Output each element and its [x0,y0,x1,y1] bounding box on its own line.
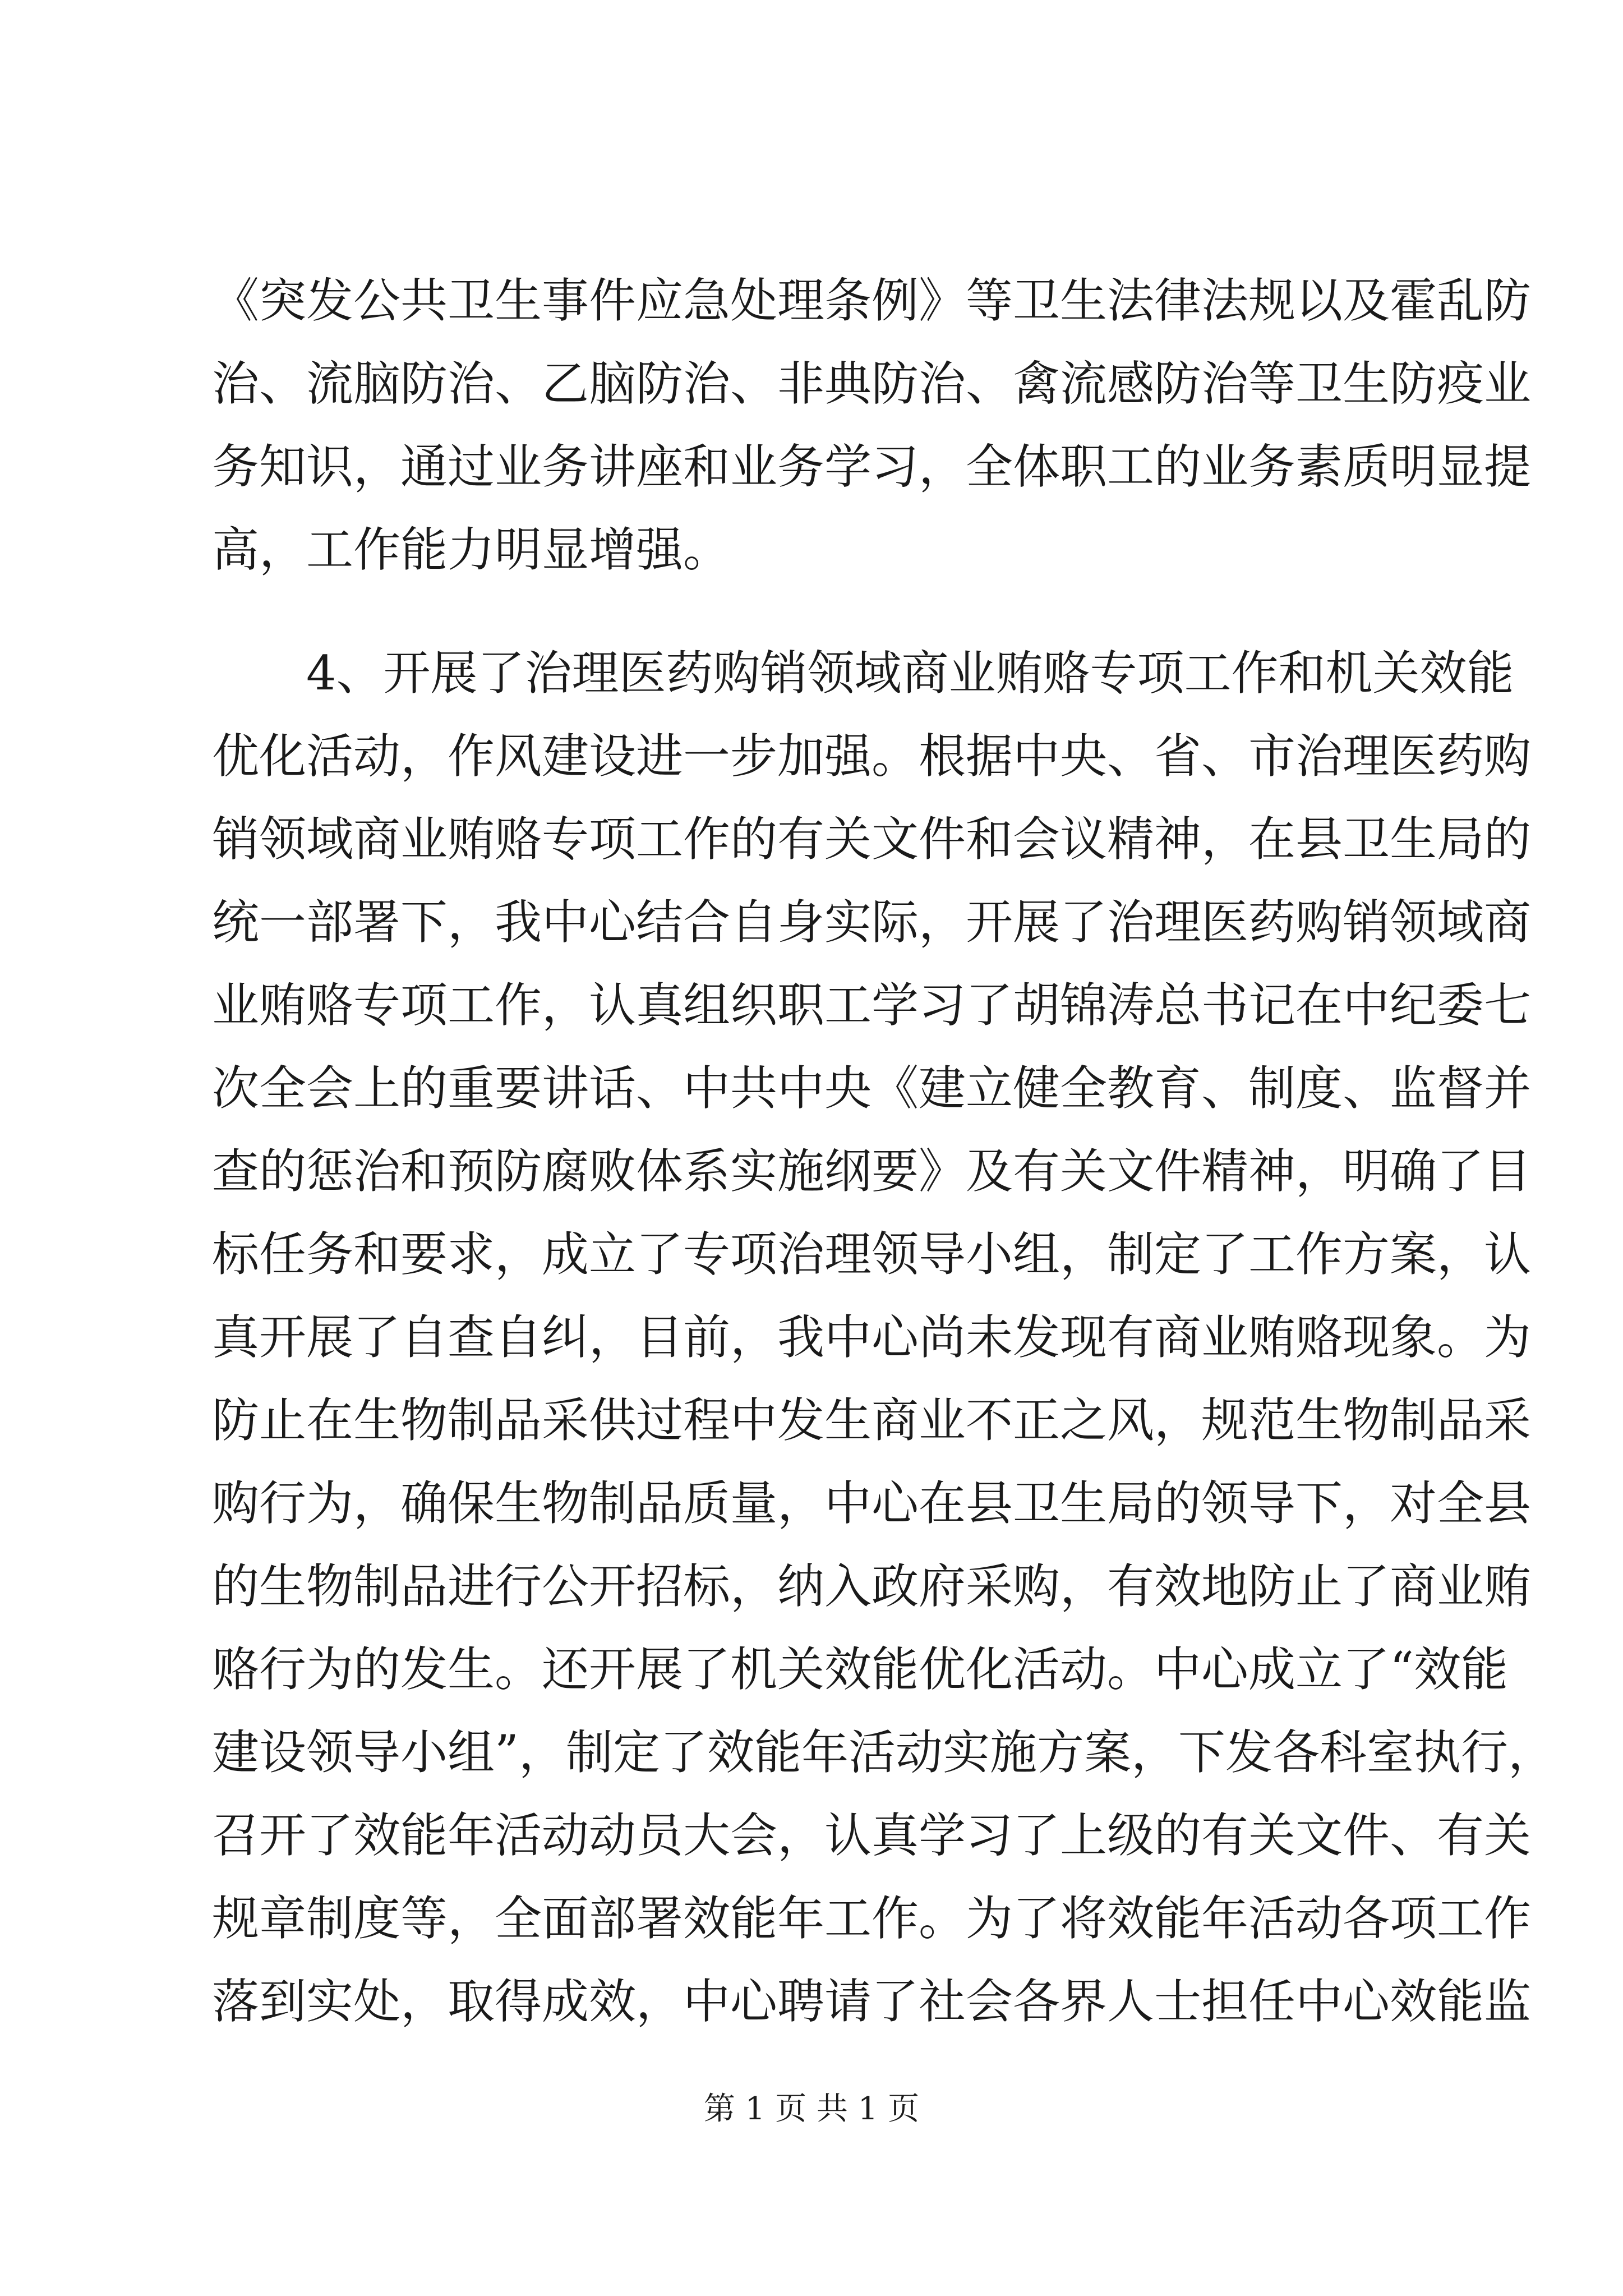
text-line: 购行为，确保生物制品质量，中心在县卫生局的领导下，对全县 [212,1476,1532,1531]
text-line: 《突发公共卫生事件应急处理条例》等卫生法律法规以及霍乱防 [212,273,1532,328]
text-line: 防止在生物制品采供过程中发生商业不正之风，规范生物制品采 [212,1393,1532,1448]
paragraph-4 [212,632,1555,2043]
text-line: 业贿赂专项工作，认真组织职工学习了胡锦涛总书记在中纪委七 [212,978,1532,1033]
text-line: 高，工作能力明显增强。 [212,522,731,577]
text-line: 落到实处，取得成效，中心聘请了社会各界人士担任中心效能监 [212,1974,1532,2029]
text-line: 的生物制品进行公开招标，纳入政府采购，有效地防止了商业贿 [212,1559,1532,1614]
text-line: 赂行为的发生。还开展了机关效能优化活动。中心成立了“效能 [212,1642,1508,1697]
text-line: 销领域商业贿赂专项工作的有关文件和会议精神，在县卫生局的 [212,812,1532,867]
text-line: 建设领导小组”，制定了效能年活动实施方案，下发各科室执行， [212,1725,1555,1780]
text-line: 4、开展了治理医药购销领域商业贿赂专项工作和机关效能 [306,646,1514,701]
text-line: 规章制度等，全面部署效能年工作。为了将效能年活动各项工作 [212,1891,1532,1946]
text-line: 召开了效能年活动动员大会，认真学习了上级的有关文件、有关 [212,1808,1532,1863]
page-footer [0,2087,1623,2132]
text-line: 务知识，通过业务讲座和业务学习，全体职工的业务素质明显提 [212,439,1532,494]
text-line: 标任务和要求，成立了专项治理领导小组，制定了工作方案，认 [212,1227,1532,1282]
text-line: 次全会上的重要讲话、中共中央《建立健全教育、制度、监督并 [212,1061,1532,1116]
page-number-label: 第 1 页 共 1 页 [703,2091,920,2127]
text-line: 真开展了自查自纠，目前，我中心尚未发现有商业贿赂现象。为 [212,1310,1532,1365]
paragraph-continued [212,259,1532,591]
text-line: 优化活动，作风建设进一步加强。根据中央、省、市治理医药购 [212,729,1532,784]
text-line: 查的惩治和预防腐败体系实施纲要》及有关文件精神，明确了目 [212,1144,1532,1199]
text-line: 治、流脑防治、乙脑防治、非典防治、禽流感防治等卫生防疫业 [212,356,1532,411]
text-line: 统一部署下，我中心结合自身实际，开展了治理医药购销领域商 [212,895,1532,950]
